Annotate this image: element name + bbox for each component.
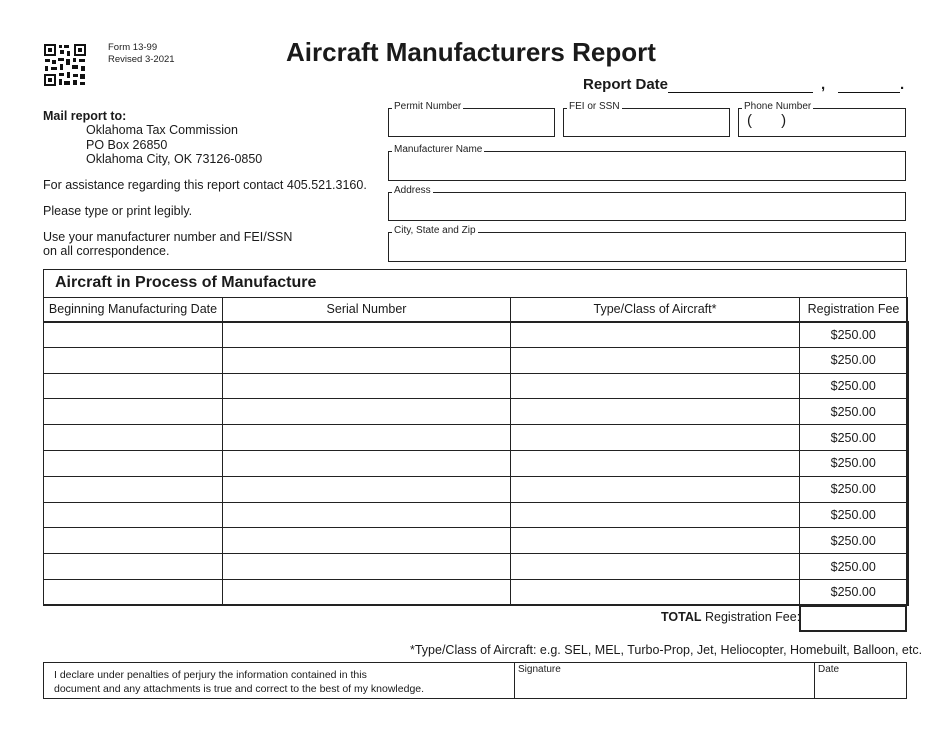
table-row: [44, 373, 908, 399]
registration-fee-cell: $250.00: [800, 450, 908, 476]
declaration-box: [43, 662, 907, 699]
date-cell[interactable]: [44, 476, 223, 502]
header-registration-fee: Registration Fee: [800, 298, 908, 322]
table-row: [44, 322, 908, 348]
registration-fee-cell: $250.00: [800, 476, 908, 502]
table-row: [44, 502, 908, 528]
date-cell[interactable]: [44, 425, 223, 451]
table-row: [44, 347, 908, 373]
permit-number-label: Permit Number: [394, 101, 462, 112]
date-cell[interactable]: [44, 322, 223, 348]
date-cell[interactable]: [44, 502, 223, 528]
qr-code-icon: [43, 43, 87, 87]
table-header-row: [44, 298, 908, 322]
correspondence-text-1: Use your manufacturer number and FEI/SSN: [43, 230, 293, 244]
type-class-cell[interactable]: [511, 554, 800, 580]
total-rest: Registration Fee:: [701, 610, 801, 624]
type-class-cell[interactable]: [511, 502, 800, 528]
type-class-cell[interactable]: [511, 528, 800, 554]
phone-area-code-parens: ( ): [747, 112, 787, 129]
table-row: [44, 425, 908, 451]
registration-fee-cell: $250.00: [800, 399, 908, 425]
serial-number-cell[interactable]: [223, 399, 511, 425]
total-bold: TOTAL: [661, 610, 702, 624]
date-cell[interactable]: [44, 554, 223, 580]
correspondence-text-2: on all correspondence.: [43, 244, 170, 258]
declaration-text: [54, 668, 424, 696]
declaration-line-1: I declare under penalties of perjury the information contained in this: [54, 669, 367, 681]
registration-fee-cell: $250.00: [800, 347, 908, 373]
type-class-cell[interactable]: [511, 373, 800, 399]
form-number: Form 13-99: [108, 42, 158, 53]
table-row: [44, 554, 908, 580]
total-registration-fee-field[interactable]: [799, 605, 907, 632]
city-state-zip-field[interactable]: [388, 225, 906, 262]
aircraft-table: [43, 297, 909, 606]
type-class-cell[interactable]: [511, 425, 800, 451]
print-legibly-text: Please type or print legibly.: [43, 204, 193, 218]
type-class-cell[interactable]: [511, 579, 800, 605]
registration-fee-cell: $250.00: [800, 579, 908, 605]
serial-number-cell[interactable]: [223, 528, 511, 554]
date-cell[interactable]: [44, 528, 223, 554]
header-serial-number: Serial Number: [223, 298, 511, 322]
aircraft-section-title: Aircraft in Process of Manufacture: [55, 274, 317, 291]
assistance-text: For assistance regarding this report contact 405.521.3160.: [43, 178, 367, 192]
permit-number-field[interactable]: [388, 101, 555, 137]
address-field[interactable]: [388, 185, 906, 221]
date-field[interactable]: [814, 663, 906, 698]
table-row: [44, 528, 908, 554]
mail-address-line-1: Oklahoma Tax Commission: [86, 123, 238, 137]
city-state-zip-label: City, State and Zip: [394, 225, 476, 236]
type-class-cell[interactable]: [511, 322, 800, 348]
report-date-period: .: [900, 76, 905, 93]
registration-fee-cell: $250.00: [800, 554, 908, 580]
type-class-cell[interactable]: [511, 347, 800, 373]
manufacturer-name-label: Manufacturer Name: [394, 144, 483, 155]
signature-field[interactable]: [514, 663, 814, 698]
header-beginning-date: Beginning Manufacturing Date: [44, 298, 223, 322]
fei-ssn-field[interactable]: [563, 101, 730, 137]
table-row: [44, 579, 908, 605]
page-title: Aircraft Manufacturers Report: [286, 37, 656, 67]
table-row: [44, 450, 908, 476]
serial-number-cell[interactable]: [223, 450, 511, 476]
type-class-cell[interactable]: [511, 399, 800, 425]
mail-address-line-2: PO Box 26850: [86, 138, 168, 152]
mail-address-line-3: Oklahoma City, OK 73126-0850: [86, 152, 263, 166]
address-label: Address: [394, 185, 431, 196]
registration-fee-cell: $250.00: [800, 425, 908, 451]
total-registration-fee-label: [661, 610, 800, 624]
type-class-cell[interactable]: [511, 450, 800, 476]
serial-number-cell[interactable]: [223, 425, 511, 451]
declaration-line-2: document and any attachments is true and correct to the best of my knowledge.: [54, 683, 425, 695]
serial-number-cell[interactable]: [223, 502, 511, 528]
serial-number-cell[interactable]: [223, 476, 511, 502]
type-class-cell[interactable]: [511, 476, 800, 502]
report-date-year-field[interactable]: [838, 92, 900, 93]
manufacturer-name-field[interactable]: [388, 144, 906, 181]
report-date-label: Report Date: [583, 76, 669, 93]
report-date-month-day-field[interactable]: [668, 92, 813, 93]
registration-fee-cell: $250.00: [800, 373, 908, 399]
registration-fee-cell: $250.00: [800, 528, 908, 554]
serial-number-cell[interactable]: [223, 322, 511, 348]
form-revised: Revised 3-2021: [108, 54, 175, 65]
form-meta: [108, 42, 175, 66]
table-row: [44, 476, 908, 502]
date-cell[interactable]: [44, 399, 223, 425]
phone-number-label: Phone Number: [744, 101, 812, 112]
report-date-comma: ,: [821, 76, 826, 93]
date-label: Date: [818, 664, 840, 675]
registration-fee-cell: $250.00: [800, 502, 908, 528]
date-cell[interactable]: [44, 373, 223, 399]
header-type-class: Type/Class of Aircraft*: [511, 298, 800, 322]
date-cell[interactable]: [44, 450, 223, 476]
mail-to-label: Mail report to:: [43, 109, 127, 123]
serial-number-cell[interactable]: [223, 373, 511, 399]
type-class-footnote: *Type/Class of Aircraft: e.g. SEL, MEL, Turbo-Prop, Jet, Heliocopter, Homebuilt, Balloon, etc.: [410, 643, 923, 657]
date-cell[interactable]: [44, 579, 223, 605]
registration-fee-cell: $250.00: [800, 322, 908, 348]
serial-number-cell[interactable]: [223, 347, 511, 373]
serial-number-cell[interactable]: [223, 554, 511, 580]
phone-number-field[interactable]: [738, 101, 906, 137]
signature-label: Signature: [518, 664, 561, 675]
date-cell[interactable]: [44, 347, 223, 373]
table-row: [44, 399, 908, 425]
serial-number-cell[interactable]: [223, 579, 511, 605]
fei-ssn-label: FEI or SSN: [569, 101, 620, 112]
